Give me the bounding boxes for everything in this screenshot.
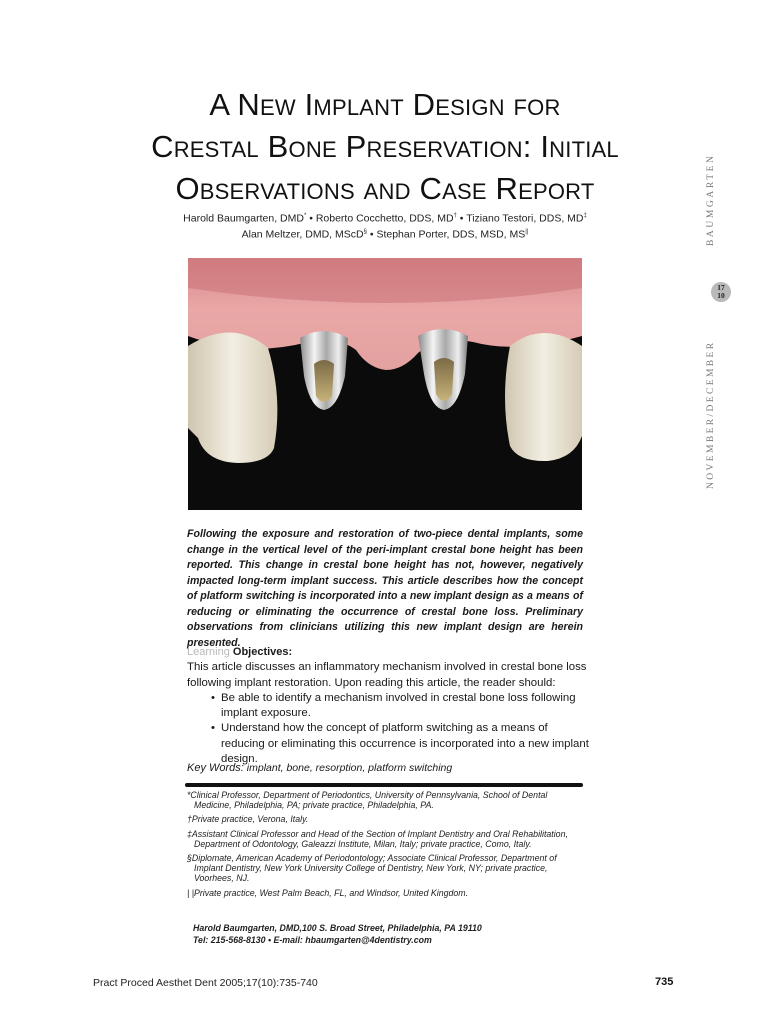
journal-citation: Pract Proced Aesthet Dent 2005;17(10):735-740 — [93, 977, 318, 989]
volume-number: 17 — [717, 283, 725, 292]
footnote: ‡Assistant Clinical Professor and Head of the Section of Implant Dentistry and Oral Rehabilitation, Department of Odontology, Galeazzi Institute, Milan, Italy; private practice, Como, Italy. — [187, 828, 568, 849]
clinical-photo — [188, 258, 582, 510]
author-testori: Tiziano Testori, DDS, MD — [466, 212, 584, 225]
right-abutment-core — [434, 358, 454, 401]
author-meltzer: Alan Meltzer, DMD, MScD — [241, 228, 364, 240]
learning-objectives-intro: This article discusses an inflammatory mechanism involved in crestal bone loss following implant restoration. Upon reading this article, the reader should: — [187, 661, 587, 689]
correspondence-address: Harold Baumgarten, DMD,100 S. Broad Street, Philadelphia, PA 19110 — [193, 923, 482, 933]
side-running-head — [706, 140, 734, 520]
learning-objectives-heading: Learning Objectives: — [187, 646, 293, 658]
left-abutment-core — [314, 360, 334, 402]
side-issue-date: NOVEMBER/DECEMBER — [706, 340, 716, 490]
left-tooth — [188, 332, 277, 463]
title-line-2: Crestal Bone Preservation: Initial — [151, 129, 619, 164]
side-author-name: BAUMGARTEN — [706, 153, 716, 247]
title-line-3: Observations and Case Report — [175, 171, 595, 206]
footnote: *Clinical Professor, Department of Periodontics, University of Pennsylvania, School of Dental Medicine, Philadelphia, PA; private practice, Philadelphia, PA. — [187, 790, 548, 811]
footnote: †Private practice, Verona, Italy. — [187, 814, 309, 825]
author-baumgarten: Harold Baumgarten, DMD — [183, 212, 304, 225]
author-line-1: Harold Baumgarten, DMD* • Roberto Cocchetto, DDS, MD† • Tiziano Testori, DDS, MD‡ — [183, 212, 587, 225]
author-porter: Stephan Porter, DDS, MSD, MS — [376, 228, 526, 240]
volume-issue-badge — [711, 282, 731, 302]
key-words — [187, 762, 452, 774]
key-words-label: Key Words: — [187, 762, 244, 774]
affiliation-footnotes — [187, 790, 587, 902]
section-divider — [185, 783, 583, 787]
author-line-2: Alan Meltzer, DMD, MScD§ • Stephan Porter, DDS, MSD, MS|| — [241, 228, 529, 240]
title-line-1: A New Implant Design for — [209, 87, 561, 122]
abstract: Following the exposure and restoration of two-piece dental implants, some change in the vertical level of the peri-implant crestal bone height has been reported. This change in crestal bone height has not, however, negatively impacted long-term implant success. This article describes how the concept of platform switching is incorporated into a new implant design as a means of reducing or eliminating the occurrence of crestal bone loss. Preliminary observations from clinicians utilizing this new implant design are herein presented. — [187, 528, 583, 649]
correspondence — [193, 922, 593, 946]
article-title — [90, 84, 680, 210]
correspondence-phone-email: Tel: 215-568-8130 • E-mail: hbaumgarten@4dentistry.com — [193, 935, 432, 945]
footnote: | |Private practice, West Palm Beach, FL, and Windsor, United Kingdom. — [187, 887, 469, 898]
issue-number: 10 — [717, 291, 725, 300]
learning-objectives-list — [211, 691, 591, 767]
page-number: 735 — [655, 976, 674, 988]
author-cocchetto: Roberto Cocchetto, DDS, MD — [315, 212, 454, 225]
list-item: • Be able to identify a mechanism involved in crestal bone loss following implant exposure. — [211, 691, 591, 721]
key-words-text: implant, bone, resorption, platform switching — [246, 762, 453, 774]
footnote: §Diplomate, American Academy of Periodontology; Associate Clinical Professor, Department of Implant Dentistry, New York University College of Dentistry, New York, NY; private practice, Voorhees, NJ. — [187, 853, 557, 884]
author-list — [120, 210, 650, 241]
right-tooth — [505, 333, 582, 461]
list-item: • Understand how the concept of platform switching as a means of reducing or eliminating this occurrence is incorporated into a new implant design. — [211, 721, 591, 767]
